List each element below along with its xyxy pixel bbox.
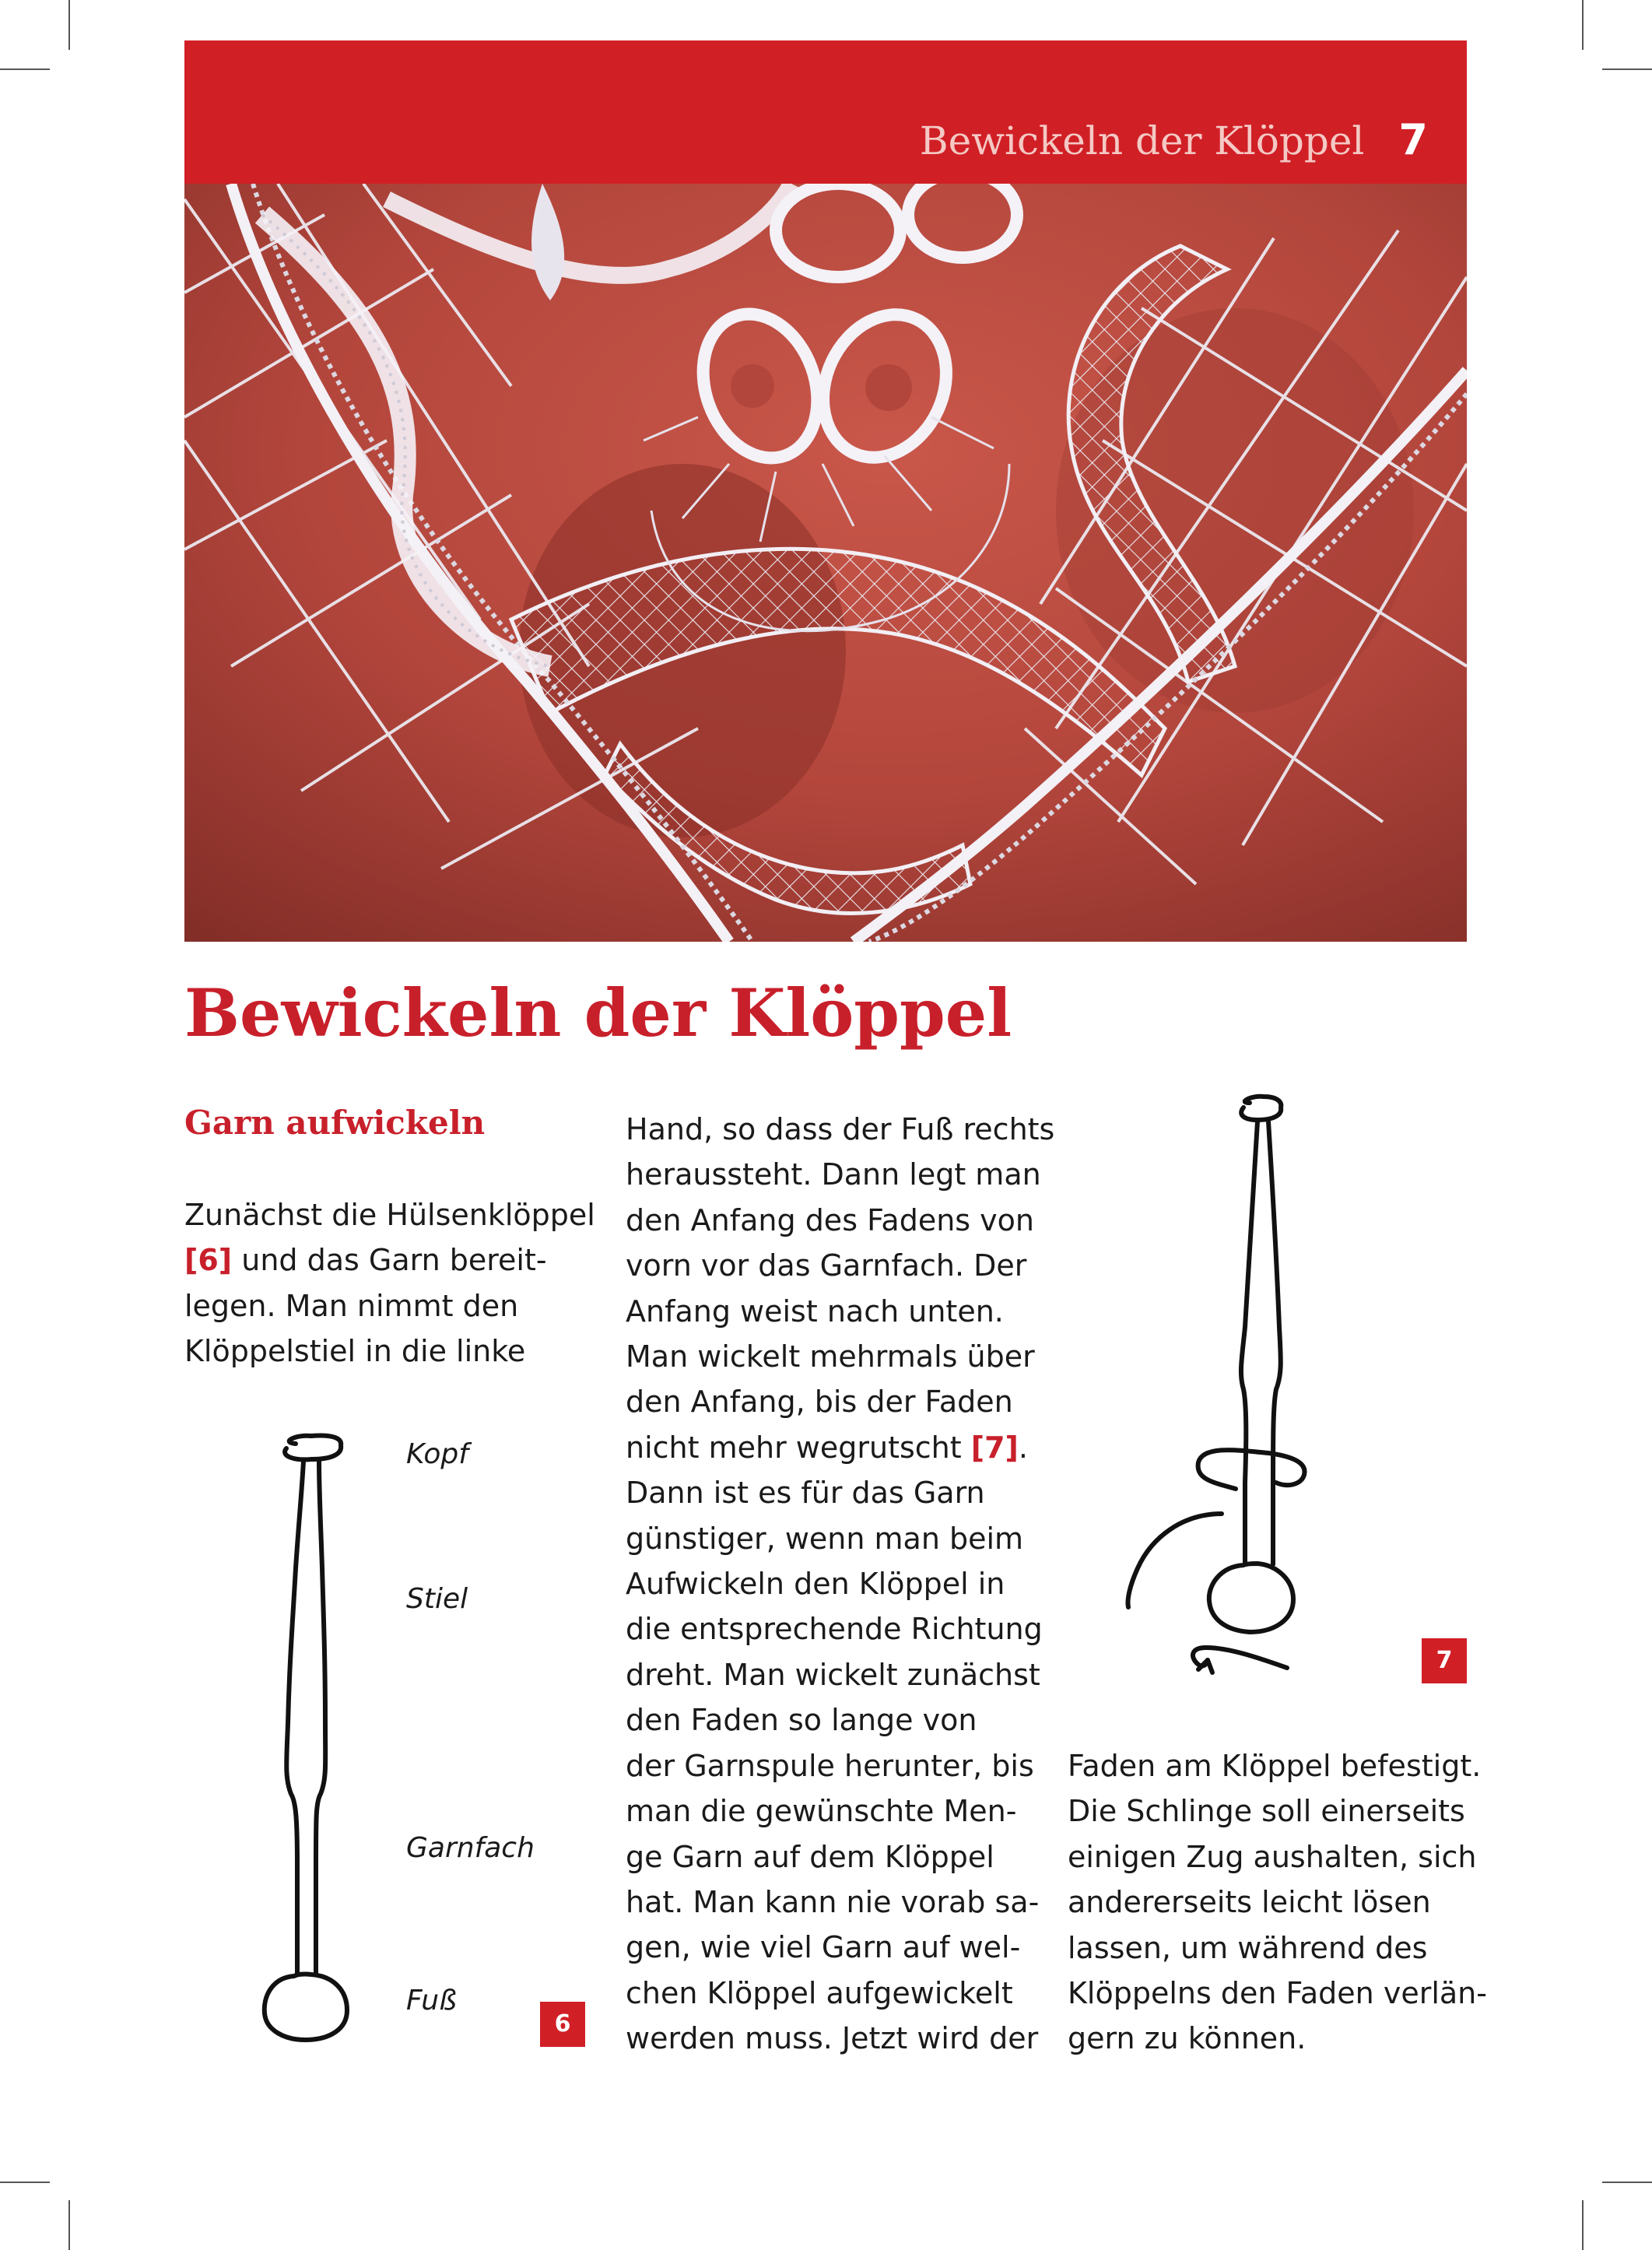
figure-7-winding-drawing xyxy=(1121,1093,1323,1685)
text-fragment: und das Garn bereit- xyxy=(232,1243,547,1278)
text-line: lassen, um während des xyxy=(1068,1930,1428,1965)
lace-photo xyxy=(184,184,1467,942)
text-line: der Garnspule herunter, bis xyxy=(626,1748,1034,1783)
text-line: Klöppelns den Faden verlän- xyxy=(1068,1976,1487,2011)
figure-6-badge: 6 xyxy=(540,2002,585,2047)
crop-mark xyxy=(1582,0,1584,50)
running-title: Bewickeln der Klöppel xyxy=(919,118,1365,163)
text-line: heraussteht. Dann legt man xyxy=(626,1157,1041,1192)
label-head: Kopf xyxy=(406,1438,468,1470)
crop-mark xyxy=(68,2200,70,2250)
text-line: Man wickelt mehrmals über xyxy=(626,1339,1035,1374)
text-line: den Anfang, bis der Faden xyxy=(626,1385,1013,1420)
text-fragment: nicht mehr wegrutscht xyxy=(626,1430,971,1465)
crop-mark xyxy=(0,68,50,70)
text-line: Aufwickeln den Klöppel in xyxy=(626,1567,1005,1602)
article-title: Bewickeln der Klöppel xyxy=(184,974,1012,1051)
crop-mark xyxy=(1582,2200,1584,2250)
crop-mark xyxy=(1602,68,1652,70)
text-line: Faden am Klöppel befestigt. xyxy=(1068,1749,1482,1783)
text-line: ge Garn auf dem Klöppel xyxy=(626,1839,994,1874)
text-line: die entsprechende Richtung xyxy=(626,1612,1043,1647)
text-line: Anfang weist nach unten. xyxy=(626,1293,1004,1329)
column-1-text xyxy=(184,1192,595,1374)
section-heading: Garn aufwickeln xyxy=(184,1104,486,1142)
text-line: vorn vor das Garnfach. Der xyxy=(626,1248,1027,1283)
figure-7-badge: 7 xyxy=(1422,1638,1467,1683)
text-line: Hand, so dass der Fuß rechts xyxy=(626,1112,1055,1146)
figure-reference-7: [7] xyxy=(970,1430,1019,1465)
text-line: hat. Man kann nie vorab sa- xyxy=(626,1884,1040,1919)
text-line: gern zu können. xyxy=(1068,2021,1307,2056)
running-head xyxy=(920,115,1428,164)
header-bar xyxy=(184,40,1467,184)
label-stem: Stiel xyxy=(406,1583,468,1615)
lace-illustration xyxy=(184,184,1467,942)
text-line: legen. Man nimmt den xyxy=(184,1288,519,1323)
text-line: einigen Zug aushalten, sich xyxy=(1068,1839,1477,1874)
label-compartment: Garnfach xyxy=(406,1832,535,1864)
figure-6-bobbin-drawing xyxy=(257,1428,366,2043)
text-line xyxy=(626,1425,1054,1470)
text-line: Zunächst die Hülsenklöppel xyxy=(184,1198,595,1232)
page-number: 7 xyxy=(1398,115,1428,164)
crop-mark xyxy=(68,0,70,50)
text-fragment: . xyxy=(1018,1430,1028,1465)
crop-mark xyxy=(0,2182,50,2183)
column-2-text xyxy=(626,1107,1054,2062)
text-line: Klöppelstiel in die linke xyxy=(184,1334,526,1369)
text-line: werden muss. Jetzt wird der xyxy=(626,2021,1039,2056)
figure-reference-6: [6] xyxy=(184,1243,233,1278)
text-line: Dann ist es für das Garn xyxy=(626,1476,985,1511)
text-line: den Anfang des Fadens von xyxy=(626,1202,1035,1237)
text-line xyxy=(184,1237,595,1283)
text-line: den Faden so lange von xyxy=(626,1703,977,1738)
text-line: andererseits leicht lösen xyxy=(1068,1885,1431,1920)
text-line: dreht. Man wickelt zunächst xyxy=(626,1657,1040,1692)
text-line: chen Klöppel aufgewickelt xyxy=(626,1975,1013,2010)
crop-mark xyxy=(1602,2182,1652,2183)
text-line: günstiger, wenn man beim xyxy=(626,1521,1024,1556)
text-line: Die Schlinge soll einerseits xyxy=(1068,1794,1465,1829)
text-line: man die gewünschte Men- xyxy=(626,1794,1017,1829)
label-foot: Fuß xyxy=(406,1985,457,2017)
text-line: gen, wie viel Garn auf wel- xyxy=(626,1930,1021,1965)
column-3-text xyxy=(1068,1743,1487,2062)
